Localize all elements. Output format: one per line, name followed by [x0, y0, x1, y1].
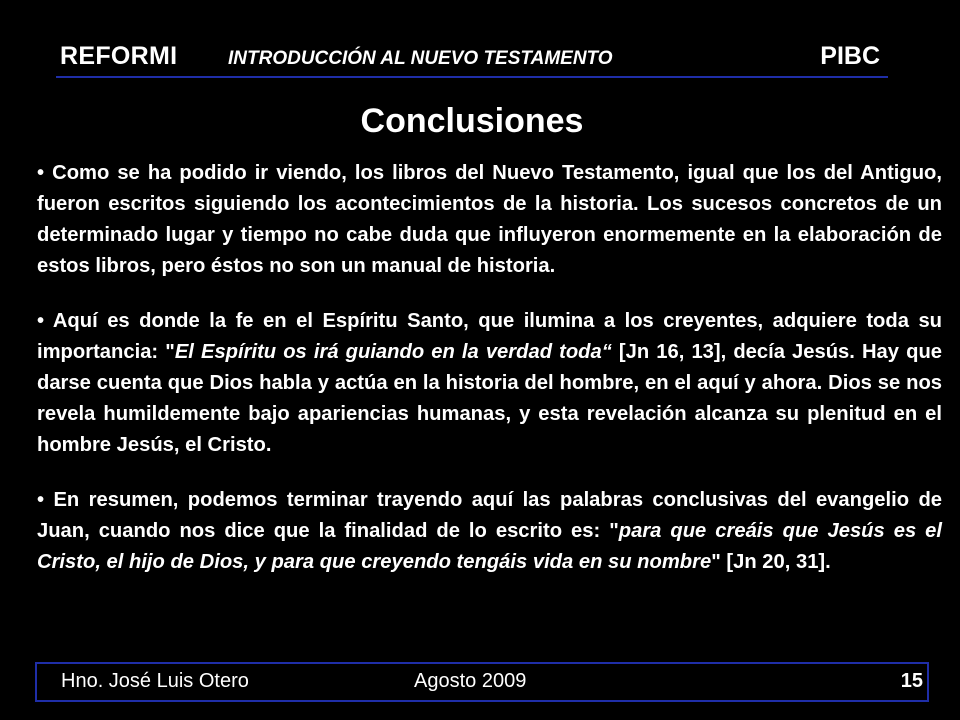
paragraph-2-text-after: [Jn 16, 13], decía Jesús. Hay que darse cuenta que Dios habla y actúa en la historia del hombre, en el aquí y ahora. Dios se nos revela humildemente bajo apariencias humanas, y esta revelación alcanza su plenitud en el hombre Jesús, el Cristo. — [37, 341, 942, 456]
header-left-label: REFORMI — [60, 42, 178, 70]
paragraph-2 — [37, 306, 942, 461]
bullet-2: • — [37, 310, 45, 332]
paragraph-1-text: Como se ha podido ir viendo, los libros del Nuevo Testamento, igual que los del Antiguo, fueron escritos siguiendo los acontecimientos de la historia. Los sucesos concretos de un determinado lugar y tiempo no cabe duda que influyeron enormemente en la elaboración de estos libros, pero éstos no son un manual de historia. — [37, 162, 942, 277]
bullet-3: • — [37, 489, 45, 511]
paragraph-3-text-before: En resumen, podemos terminar trayendo aquí las palabras conclusivas del evangelio de Juan, cuando nos dice que la finalidad de lo escrito es: " — [37, 489, 942, 542]
paragraph-2-text-before: Aquí es donde la fe en el Espíritu Santo, que ilumina a los creyentes, adquiere toda su importancia: " — [37, 310, 943, 363]
paragraph-3-text-after: " [Jn 20, 31]. — [711, 551, 831, 573]
header-right-label: PIBC — [820, 42, 880, 70]
paragraph-3 — [37, 485, 942, 578]
slide-title: Conclusiones — [360, 102, 584, 140]
paragraph-1 — [37, 158, 942, 282]
header-course-title: INTRODUCCIÓN AL NUEVO TESTAMENTO — [228, 48, 613, 69]
slide-footer — [35, 662, 929, 702]
page-number: 15 — [900, 670, 923, 692]
bullet-1: • — [37, 162, 45, 184]
paragraph-3-quote: para que creáis que Jesús es el Cristo, el hijo de Dios, y para que creyendo tengáis vida en su nombre — [37, 520, 942, 573]
slide-header — [56, 40, 888, 78]
footer-date: Agosto 2009 — [414, 670, 527, 692]
footer-author: Hno. José Luis Otero — [61, 670, 249, 692]
slide-body — [37, 158, 942, 602]
paragraph-2-quote: El Espíritu os irá guiando en la verdad toda“ — [174, 341, 612, 363]
